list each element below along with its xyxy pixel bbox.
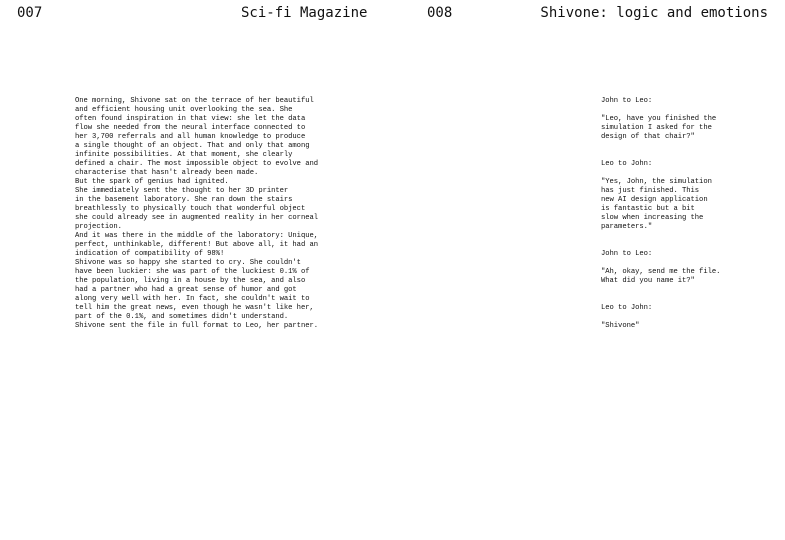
dialogue-line: parameters." — [601, 223, 653, 231]
dialogue-line — [601, 106, 771, 115]
dialogue-line: design of that chair?" — [601, 133, 695, 141]
story-line: along very well with her. In fact, she couldn't wait to — [75, 295, 310, 303]
story-line: have been luckier: she was part of the luckiest 0.1% of — [75, 268, 310, 276]
article-title: Shivone: logic and emotions — [540, 5, 768, 21]
story-line: tell him the great news, even though he wasn't like her, — [75, 304, 314, 312]
dialogue-line: "Shivone" — [601, 322, 640, 330]
story-line: And it was there in the middle of the laboratory: Unique, — [75, 232, 319, 240]
story-line: often found inspiration in that view: she let the data — [75, 115, 306, 123]
story-line: One morning, Shivone sat on the terrace of her beautiful — [75, 97, 314, 105]
dialogue-line — [601, 295, 771, 304]
dialogue-line — [601, 142, 771, 151]
story-line: Shivone was so happy she started to cry. She couldn't — [75, 259, 301, 267]
story-line: flow she needed from the neural interface connected to — [75, 124, 306, 132]
dialogue-line: "Leo, have you finished the — [601, 115, 717, 123]
dialogue-line: "Yes, John, the simulation — [601, 178, 712, 186]
story-line: her 3,700 referrals and all human knowledge to produce — [75, 133, 306, 141]
dialogue-line: Leo to John: — [601, 160, 653, 168]
dialogue-line: What did you name it?" — [601, 277, 695, 285]
dialogue-line: John to Leo: — [601, 97, 653, 105]
dialogue-line — [601, 232, 771, 241]
story-line: She immediately sent the thought to her 3D printer — [75, 187, 289, 195]
story-line: breathlessly to physically touch that wonderful object — [75, 205, 306, 213]
dialogue-line: simulation I asked for the — [601, 124, 712, 132]
dialogue-column — [601, 97, 771, 331]
story-line: a single thought of an object. That and only that among — [75, 142, 310, 150]
dialogue-line — [601, 313, 771, 322]
magazine-title: Sci-fi Magazine — [241, 5, 368, 21]
story-line: But the spark of genius had ignited. — [75, 178, 229, 186]
left-page-number: 007 — [17, 5, 43, 21]
story-line: in the basement laboratory. She ran down the stairs — [75, 196, 293, 204]
dialogue-line: has just finished. This — [601, 187, 700, 195]
dialogue-line: new AI design application — [601, 196, 708, 204]
story-line: perfect, unthinkable, different! But above all, it had an — [75, 241, 319, 249]
dialogue-line: slow when increasing the — [601, 214, 704, 222]
story-line: characterise that hasn't already been made. — [75, 169, 259, 177]
story-line: defined a chair. The most impossible object to evolve and — [75, 160, 319, 168]
story-line: indication of compatibility of 98%! — [75, 250, 225, 258]
dialogue-line: Leo to John: — [601, 304, 653, 312]
story-line: had a partner who had a great sense of humor and got — [75, 286, 297, 294]
dialogue-line — [601, 286, 771, 295]
dialogue-line — [601, 241, 771, 250]
right-page-number: 008 — [427, 5, 453, 21]
dialogue-line — [601, 259, 771, 268]
story-column — [75, 97, 320, 331]
story-line: projection. — [75, 223, 122, 231]
dialogue-line — [601, 151, 771, 160]
story-line: she could already see in augmented reality in her corneal — [75, 214, 319, 222]
dialogue-line — [601, 169, 771, 178]
dialogue-line: John to Leo: — [601, 250, 653, 258]
story-line: and efficient housing unit overlooking the sea. She — [75, 106, 293, 114]
story-line: the population, living in a house by the sea, and also — [75, 277, 306, 285]
story-line: Shivone sent the file in full format to Leo, her partner. — [75, 322, 319, 330]
story-line: infinite possibilities. At that moment, she clearly — [75, 151, 293, 159]
story-line: part of the 0.1%, and sometimes didn't understand. — [75, 313, 289, 321]
dialogue-line: is fantastic but a bit — [601, 205, 695, 213]
dialogue-line: "Ah, okay, send me the file. — [601, 268, 721, 276]
